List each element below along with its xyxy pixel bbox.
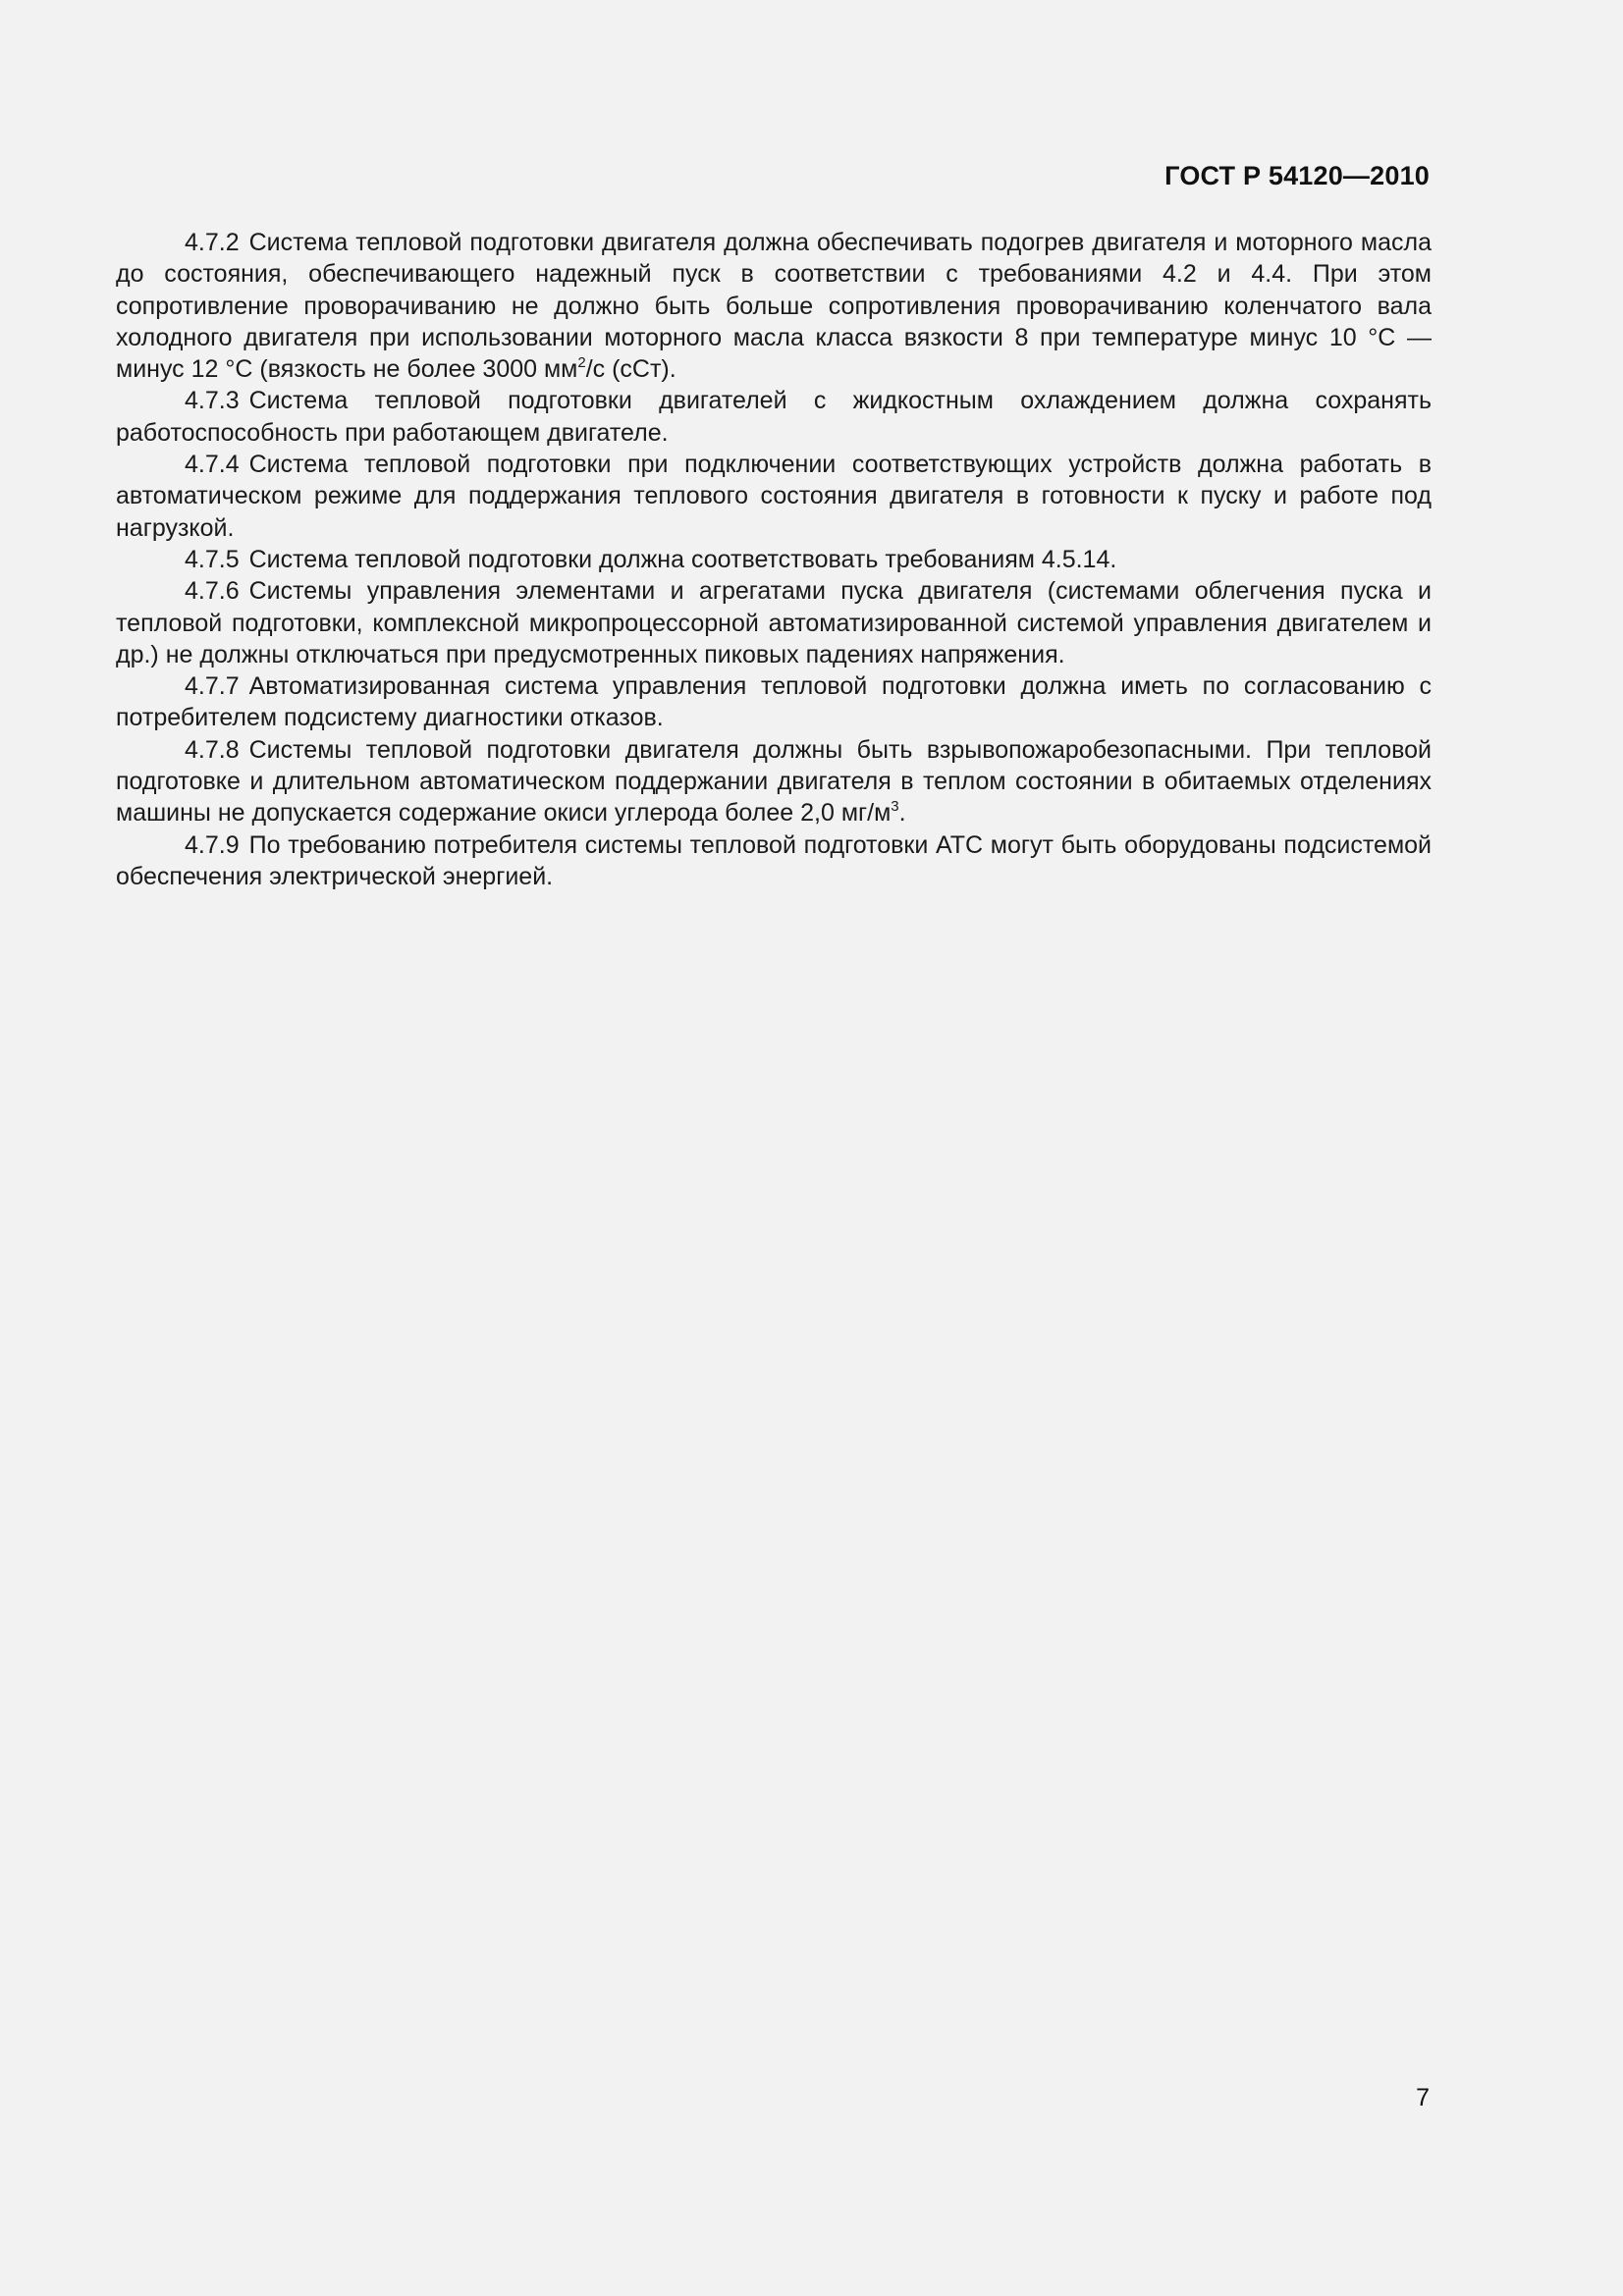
document-body bbox=[116, 227, 1432, 892]
paragraph-text: По требованию потребителя системы тепловой подготовки АТС могут быть оборудованы подсистемой обеспечения электрической энергией. bbox=[116, 830, 1432, 890]
paragraph-text: Система тепловой подготовки должна соответствовать требованиям 4.5.14. bbox=[248, 545, 1117, 573]
paragraph-text: Система тепловой подготовки двигателей с жидкостным охлаждением должна сохранять работоспособность при работающем двигателе. bbox=[116, 387, 1432, 447]
page-number: 7 bbox=[1416, 2084, 1430, 2111]
paragraph-number: 4.7.5 bbox=[185, 545, 240, 573]
paragraph-number: 4.7.4 bbox=[185, 451, 240, 479]
paragraph-4-7-2 bbox=[116, 227, 1432, 385]
paragraph-number: 4.7.2 bbox=[185, 229, 240, 256]
superscript: 2 bbox=[577, 354, 586, 372]
paragraph-text: Автоматизированная система управления тепловой подготовки должна иметь по согласованию с потребителем подсистему диагностики отказов. bbox=[116, 672, 1432, 732]
standard-code-header: ГОСТ Р 54120—2010 bbox=[1164, 161, 1430, 190]
paragraph-number: 4.7.3 bbox=[185, 387, 240, 415]
superscript: 3 bbox=[891, 798, 899, 816]
paragraph-number: 4.7.7 bbox=[185, 672, 240, 701]
paragraph-4-7-6 bbox=[116, 575, 1432, 670]
paragraph-4-7-9 bbox=[116, 829, 1432, 893]
paragraph-4-7-8 bbox=[116, 734, 1432, 829]
paragraph-4-7-3 bbox=[116, 385, 1432, 449]
paragraph-text: Система тепловой подготовки при подключении соответствующих устройств должна работать в автоматическом режиме для поддержания теплового состояния двигателя в готовности к пуску и работе под нагрузкой. bbox=[116, 451, 1432, 542]
paragraph-number: 4.7.9 bbox=[185, 830, 240, 859]
paragraph-text-end: . bbox=[898, 799, 906, 828]
paragraph-4-7-7 bbox=[116, 670, 1432, 734]
paragraph-number: 4.7.8 bbox=[185, 735, 240, 764]
paragraph-text: Система тепловой подготовки двигателя должна обеспечивать подогрев двигателя и моторного масла до состояния, обеспечивающего надежный пуск в соответствии с требованиями 4.2 и 4.4. При этом сопротивление проворачиванию не должно быть больше сопротивления проворачиванию коленчатого вала холодного двигателя при использовании моторного масла класса вязкости 8 при температуре минус 10 °С — минус 12 °С (вязкость не более 3000 мм bbox=[116, 229, 1432, 384]
paragraph-text-end: /с (сСт). bbox=[585, 355, 676, 384]
paragraph-text: Системы тепловой подготовки двигателя должны быть взрывопожаробезопасными. При тепловой подготовке и длительном автоматическом поддержании двигателя в теплом состоянии в обитаемых отделениях машины не допускается содержание окиси углерода более 2,0 мг/м bbox=[116, 735, 1432, 828]
paragraph-text: Системы управления элементами и агрегатами пуска двигателя (системами облегчения пуска и тепловой подготовки, комплексной микропроцессорной автоматизированной системой управления двигателем и др.) не должны отключаться при предусмотренных пиковых падениях напряжения. bbox=[116, 577, 1432, 668]
paragraph-4-7-4 bbox=[116, 449, 1432, 544]
paragraph-4-7-5 bbox=[116, 544, 1432, 575]
paragraph-number: 4.7.6 bbox=[185, 577, 240, 606]
